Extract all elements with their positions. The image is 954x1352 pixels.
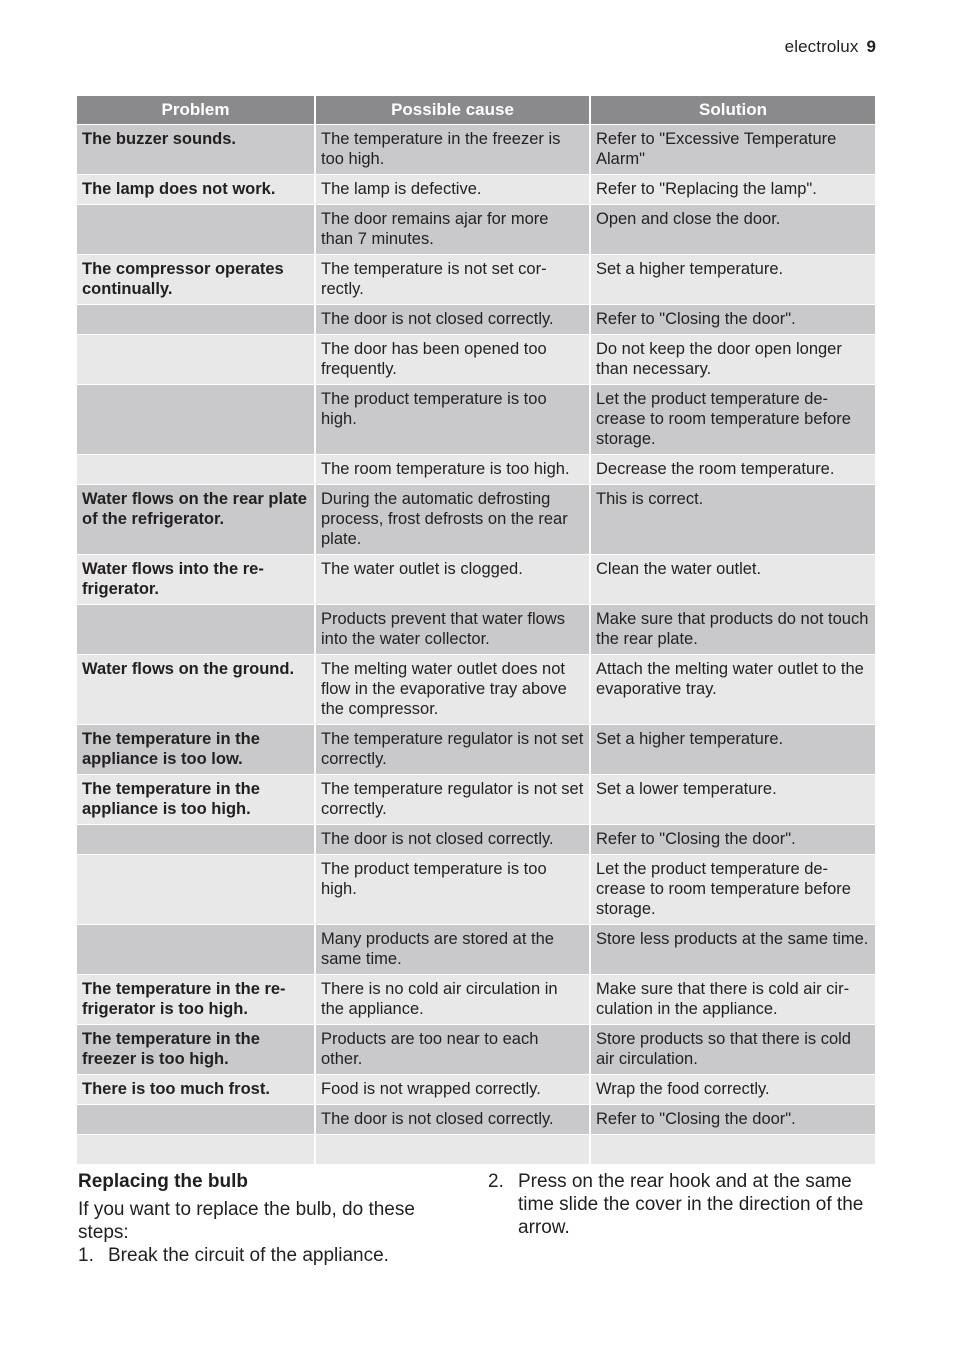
table-row: [77, 485, 875, 555]
problem-cell: [77, 855, 315, 925]
table-row: [77, 1075, 875, 1105]
cause-cell: The melting water outlet does not flow in the evaporative tray above the compressor.: [315, 655, 590, 725]
problem-cell: [77, 205, 315, 255]
cause-cell: Food is not wrapped correctly.: [315, 1075, 590, 1105]
section-intro: If you want to replace the bulb, do these steps:: [78, 1199, 415, 1243]
solution-cell: Clean the water outlet.: [590, 555, 875, 605]
solution-cell: Refer to "Replacing the lamp".: [590, 175, 875, 205]
table-row: [77, 305, 875, 335]
cause-cell: The door is not closed correctly.: [315, 1105, 590, 1135]
problem-cell: The temperature in the re-frigerator is too high.: [77, 975, 315, 1025]
cause-cell: The temperature in the freezer is too high.: [315, 125, 590, 175]
problem-cell: [77, 455, 315, 485]
step-text: Break the circuit of the appliance.: [108, 1245, 389, 1266]
problem-cell: [77, 385, 315, 455]
problem-cell: Water flows into the re-frigerator.: [77, 555, 315, 605]
step-number: 1.: [78, 1245, 94, 1266]
problem-cell: The temperature in the freezer is too high.: [77, 1025, 315, 1075]
solution-cell: Set a lower temperature.: [590, 775, 875, 825]
problem-cell: The temperature in the appliance is too low.: [77, 725, 315, 775]
problem-cell: [77, 1105, 315, 1135]
problem-cell: [77, 925, 315, 975]
problem-cell: [77, 305, 315, 335]
solution-cell: Decrease the room temperature.: [590, 455, 875, 485]
table-row: [77, 1025, 875, 1075]
cause-cell: Products are too near to each other.: [315, 1025, 590, 1075]
solution-cell: Make sure that there is cold air cir-culation in the appliance.: [590, 975, 875, 1025]
problem-cell: The temperature in the appliance is too high.: [77, 775, 315, 825]
solution-cell: Open and close the door.: [590, 205, 875, 255]
page-number: 9: [866, 37, 876, 56]
solution-cell: Refer to "Closing the door".: [590, 825, 875, 855]
step-text: Press on the rear hook and at the same time slide the cover in the direction of the arrow.: [518, 1171, 864, 1238]
problem-cell: There is too much frost.: [77, 1075, 315, 1105]
solution-cell: Let the product temperature de-crease to room temperature before storage.: [590, 855, 875, 925]
table-row: [77, 1135, 875, 1165]
cause-cell: [315, 1135, 590, 1165]
table-row: [77, 125, 875, 175]
table-row: [77, 1105, 875, 1135]
troubleshooting-table: [77, 96, 875, 1164]
solution-cell: Store products so that there is cold air circulation.: [590, 1025, 875, 1075]
cause-cell: Many products are stored at the same time.: [315, 925, 590, 975]
table-row: [77, 555, 875, 605]
page-header: [785, 37, 876, 57]
problem-cell: The compressor operates continually.: [77, 255, 315, 305]
solution-cell: Refer to "Closing the door".: [590, 305, 875, 335]
cause-cell: The product temperature is too high.: [315, 385, 590, 455]
table-row: [77, 855, 875, 925]
solution-cell: Do not keep the door open longer than necessary.: [590, 335, 875, 385]
solution-cell: Let the product temperature de-crease to room temperature before storage.: [590, 385, 875, 455]
cause-cell: The door has been opened too frequently.: [315, 335, 590, 385]
cause-cell: There is no cold air circulation in the appliance.: [315, 975, 590, 1025]
cause-cell: The temperature regulator is not set correctly.: [315, 775, 590, 825]
step-number: 2.: [488, 1171, 504, 1192]
step-item: [488, 1170, 880, 1239]
solution-cell: Wrap the food correctly.: [590, 1075, 875, 1105]
problem-cell: [77, 335, 315, 385]
solution-cell: [590, 1135, 875, 1165]
replacing-bulb-section-left: [78, 1170, 458, 1267]
cause-cell: The door remains ajar for more than 7 minutes.: [315, 205, 590, 255]
column-header-possible-cause: Possible cause: [315, 96, 590, 125]
table-row: [77, 925, 875, 975]
cause-cell: The lamp is defective.: [315, 175, 590, 205]
table-row: [77, 175, 875, 205]
solution-cell: Refer to "Closing the door".: [590, 1105, 875, 1135]
problem-cell: The lamp does not work.: [77, 175, 315, 205]
table-row: [77, 255, 875, 305]
table-row: [77, 205, 875, 255]
solution-cell: Refer to "Excessive Temperature Alarm": [590, 125, 875, 175]
problem-cell: [77, 605, 315, 655]
brand-name: electrolux: [784, 37, 859, 56]
cause-cell: During the automatic defrosting process, frost defrosts on the rear plate.: [315, 485, 590, 555]
solution-cell: Attach the melting water outlet to the evaporative tray.: [590, 655, 875, 725]
table-row: [77, 725, 875, 775]
column-header-problem: Problem: [77, 96, 315, 125]
cause-cell: The room temperature is too high.: [315, 455, 590, 485]
replacing-bulb-section-right: [488, 1170, 880, 1239]
problem-cell: The buzzer sounds.: [77, 125, 315, 175]
section-title: Replacing the bulb: [78, 1171, 248, 1192]
problem-cell: [77, 1135, 315, 1165]
solution-cell: Set a higher temperature.: [590, 725, 875, 775]
table-row: [77, 825, 875, 855]
table-row: [77, 775, 875, 825]
solution-cell: Store less products at the same time.: [590, 925, 875, 975]
solution-cell: This is correct.: [590, 485, 875, 555]
cause-cell: The water outlet is clogged.: [315, 555, 590, 605]
problem-cell: Water flows on the ground.: [77, 655, 315, 725]
table-row: [77, 975, 875, 1025]
solution-cell: Make sure that products do not touch the rear plate.: [590, 605, 875, 655]
cause-cell: Products prevent that water flows into the water collector.: [315, 605, 590, 655]
table-row: [77, 385, 875, 455]
table-row: [77, 605, 875, 655]
table-row: [77, 655, 875, 725]
problem-cell: Water flows on the rear plate of the refrigerator.: [77, 485, 315, 555]
column-header-solution: Solution: [590, 96, 875, 125]
problem-cell: [77, 825, 315, 855]
table-header-row: [77, 96, 875, 125]
cause-cell: The door is not closed correctly.: [315, 305, 590, 335]
step-item: [78, 1244, 458, 1267]
cause-cell: The temperature regulator is not set correctly.: [315, 725, 590, 775]
table-row: [77, 335, 875, 385]
table-row: [77, 455, 875, 485]
solution-cell: Set a higher temperature.: [590, 255, 875, 305]
cause-cell: The product temperature is too high.: [315, 855, 590, 925]
cause-cell: The door is not closed correctly.: [315, 825, 590, 855]
cause-cell: The temperature is not set cor-rectly.: [315, 255, 590, 305]
